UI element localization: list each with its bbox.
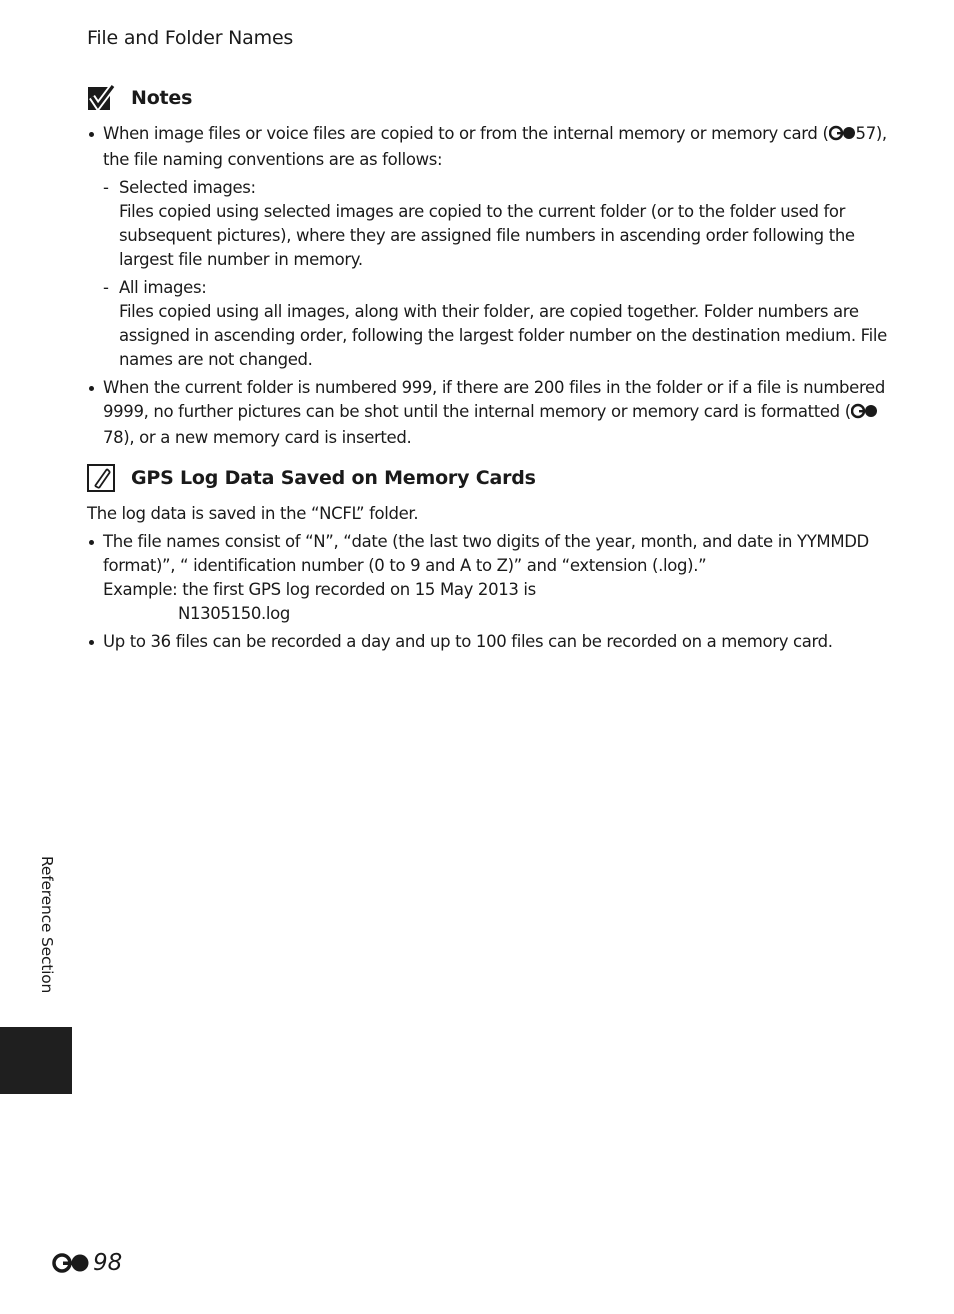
gps-title: GPS Log Data Saved on Memory Cards bbox=[131, 467, 536, 489]
sub-item-text: Files copied using selected images are copied to the current folder (or to the folder used for subsequent pictures), where they are assigned file numbers in ascending order following the largest file number in memory. bbox=[119, 202, 855, 269]
reference-section-icon bbox=[829, 124, 856, 148]
page-number: 98 bbox=[52, 1250, 122, 1276]
gps-body bbox=[87, 502, 887, 658]
list-item: - Selected images: Files copied using selected images are copied to the current folder (or to the folder used for subsequent pictures), where they are assigned file numbers in ascending order following the largest file number in memory. bbox=[87, 176, 887, 272]
example-label: Example: the first GPS log recorded on 15 May 2013 is bbox=[103, 580, 536, 599]
reference-section-icon bbox=[52, 1252, 90, 1274]
list-item: - All images: Files copied using all images, along with their folder, are copied together. Folder numbers are assigned in ascending order, following the largest folder number on the destination medium. File names are not changed. bbox=[87, 276, 887, 372]
reference-section-icon bbox=[851, 402, 878, 426]
list-item: The file names consist of “N”, “date (the last two digits of the year, month, and date in YYMMDD format)”, “ identification number (0 to 9 and A to Z)” and “extension (.log).” Example: the first GPS log recorded on 15 May 2013 is N1305150.log bbox=[87, 530, 887, 626]
list-item: Up to 36 files can be recorded a day and up to 100 files can be recorded on a memory card. bbox=[87, 630, 887, 654]
list-item: When image files or voice files are copied to or from the internal memory or memory card ( 57), the file naming conventions are as follows: bbox=[87, 122, 887, 172]
page-header: File and Folder Names bbox=[87, 27, 294, 49]
sub-item-label: All images: bbox=[119, 278, 207, 297]
side-tab-label: Reference Section bbox=[38, 856, 56, 994]
example-value: N1305150.log bbox=[178, 604, 291, 623]
notes-body bbox=[87, 122, 887, 454]
sub-item-label: Selected images: bbox=[119, 178, 256, 197]
notes-title: Notes bbox=[131, 87, 193, 109]
notes-heading bbox=[87, 84, 192, 112]
pencil-note-icon bbox=[87, 464, 115, 492]
gps-heading bbox=[87, 464, 536, 492]
list-item: When the current folder is numbered 999, if there are 200 files in the folder or if a file is numbered 9999, no further pictures can be shot until the internal memory or memory card is formatted (78), or a new memory card is inserted. bbox=[87, 376, 887, 450]
checkmark-note-icon bbox=[87, 84, 115, 112]
side-tab-marker bbox=[0, 1027, 72, 1094]
gps-intro: The log data is saved in the “NCFL” folder. bbox=[87, 504, 419, 523]
sub-item-text: Files copied using all images, along with their folder, are copied together. Folder numbers are assigned in ascending order, following the largest folder number on the destination medium. File names are not changed. bbox=[119, 302, 887, 369]
